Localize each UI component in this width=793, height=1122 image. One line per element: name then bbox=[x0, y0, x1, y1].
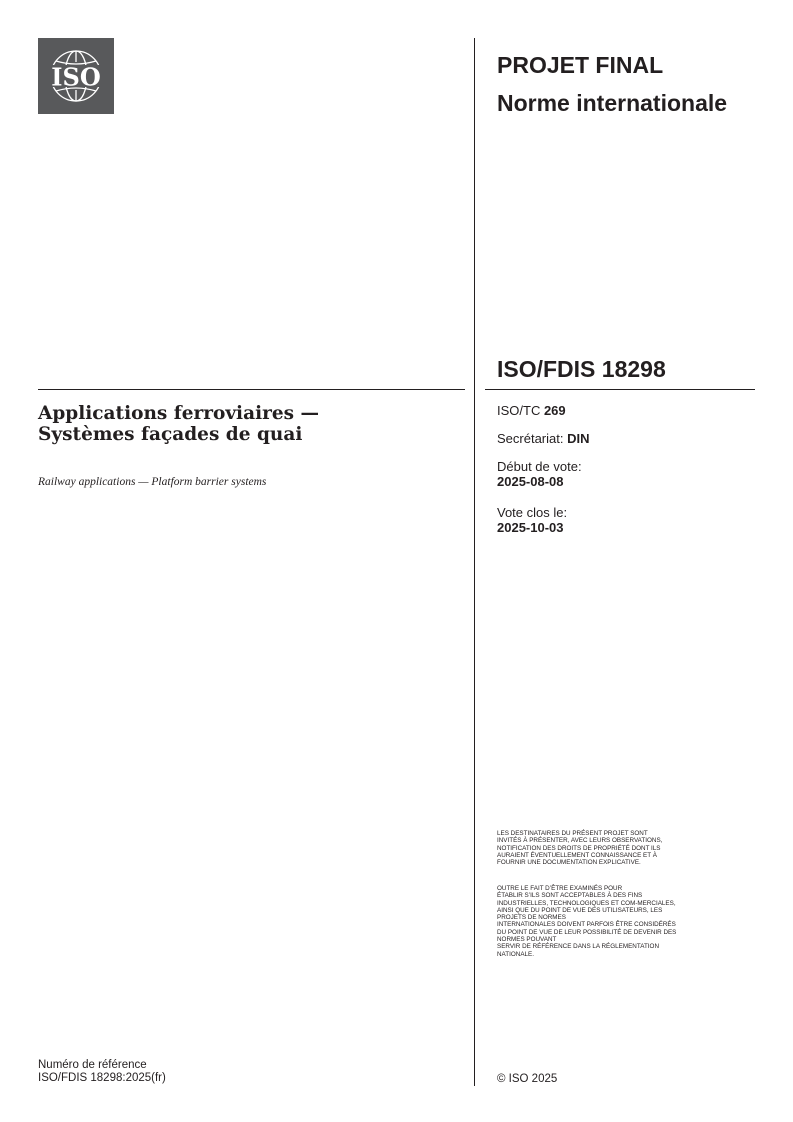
vote-end-label: Vote clos le: bbox=[497, 505, 568, 520]
document-type: Norme internationale bbox=[497, 90, 728, 116]
disclaimer-line: NATIONALE. bbox=[497, 950, 534, 958]
disclaimer-line: INTERNATIONALES DOIVENT PARFOIS ÊTRE CONSIDÉRÉS bbox=[497, 921, 676, 929]
iso-logo bbox=[38, 38, 114, 114]
document-status: PROJET FINAL bbox=[497, 52, 664, 78]
disclaimer-line: NOTIFICATION DES DROITS DE PROPRIÉTÉ DONT ILS bbox=[497, 844, 661, 852]
reference-label: Numéro de référence bbox=[38, 1059, 147, 1071]
vote-start-label: Début de vote: bbox=[497, 459, 582, 474]
tc-value: 269 bbox=[543, 403, 566, 418]
disclaimer-line: INVITÉS À PRÉSENTER, AVEC LEURS OBSERVATIONS, bbox=[497, 837, 663, 845]
globe-icon bbox=[38, 38, 114, 114]
french-title bbox=[38, 403, 438, 445]
french-title-line-2: Systèmes façades de quai bbox=[38, 424, 303, 445]
disclaimer-line: LES DESTINATAIRES DU PRÉSENT PROJET SONT bbox=[497, 830, 648, 837]
disclaimer-line: OUTRE LE FAIT D’ÊTRE EXAMINÉS POUR bbox=[497, 885, 623, 892]
secretariat-value: DIN bbox=[567, 431, 590, 446]
reference-value: ISO/FDIS 18298:2025(fr) bbox=[38, 1072, 166, 1084]
disclaimer-line: INDUSTRIELLES, TECHNOLOGIQUES ET COM-MERCIALES, bbox=[497, 899, 676, 907]
disclaimer-line: NORMES POUVANT bbox=[497, 936, 557, 944]
copyright-notice: © ISO 2025 bbox=[497, 1073, 558, 1085]
document-number: ISO/FDIS 18298 bbox=[497, 356, 666, 382]
vote-end-date: 2025-10-03 bbox=[497, 520, 564, 535]
vertical-divider bbox=[474, 38, 475, 1086]
tc-label: ISO/TC bbox=[497, 403, 544, 418]
logo-text: ISO bbox=[51, 62, 101, 92]
right-horizontal-divider bbox=[485, 389, 755, 390]
secretariat bbox=[497, 431, 589, 446]
disclaimer-line: AURAIENT ÉVENTUELLEMENT CONNAISSANCE ET À bbox=[497, 851, 657, 859]
vote-start-date: 2025-08-08 bbox=[497, 474, 564, 489]
disclaimer-line: SERVIR DE RÉFÉRENCE DANS LA RÉGLEMENTATION bbox=[497, 943, 660, 951]
disclaimer-line: DU POINT DE VUE DE LEUR POSSIBILITÉ DE DEVENIR DES bbox=[497, 928, 677, 936]
disclaimer-line: AINSI QUE DU POINT DE VUE DES UTILISATEURS, LES bbox=[497, 906, 663, 914]
english-title: Railway applications — Platform barrier systems bbox=[38, 476, 267, 488]
reference-number bbox=[38, 1059, 166, 1085]
disclaimer-paragraph-1 bbox=[497, 830, 753, 866]
disclaimer-line: PROJETS DE NORMES bbox=[497, 914, 566, 922]
disclaimer-line: FOURNIR UNE DOCUMENTATION EXPLICATIVE. bbox=[497, 859, 641, 867]
french-title-line-1: Applications ferroviaires — bbox=[38, 403, 319, 424]
technical-committee bbox=[497, 403, 566, 418]
secretariat-label: Secrétariat: bbox=[497, 431, 568, 446]
disclaimer-line: ÉTABLIR S’ILS SONT ACCEPTABLES À DES FINS bbox=[497, 892, 643, 900]
disclaimer-paragraph-2 bbox=[497, 885, 753, 958]
vote-end bbox=[497, 505, 567, 535]
left-horizontal-divider bbox=[38, 389, 465, 390]
vote-start bbox=[497, 459, 582, 489]
